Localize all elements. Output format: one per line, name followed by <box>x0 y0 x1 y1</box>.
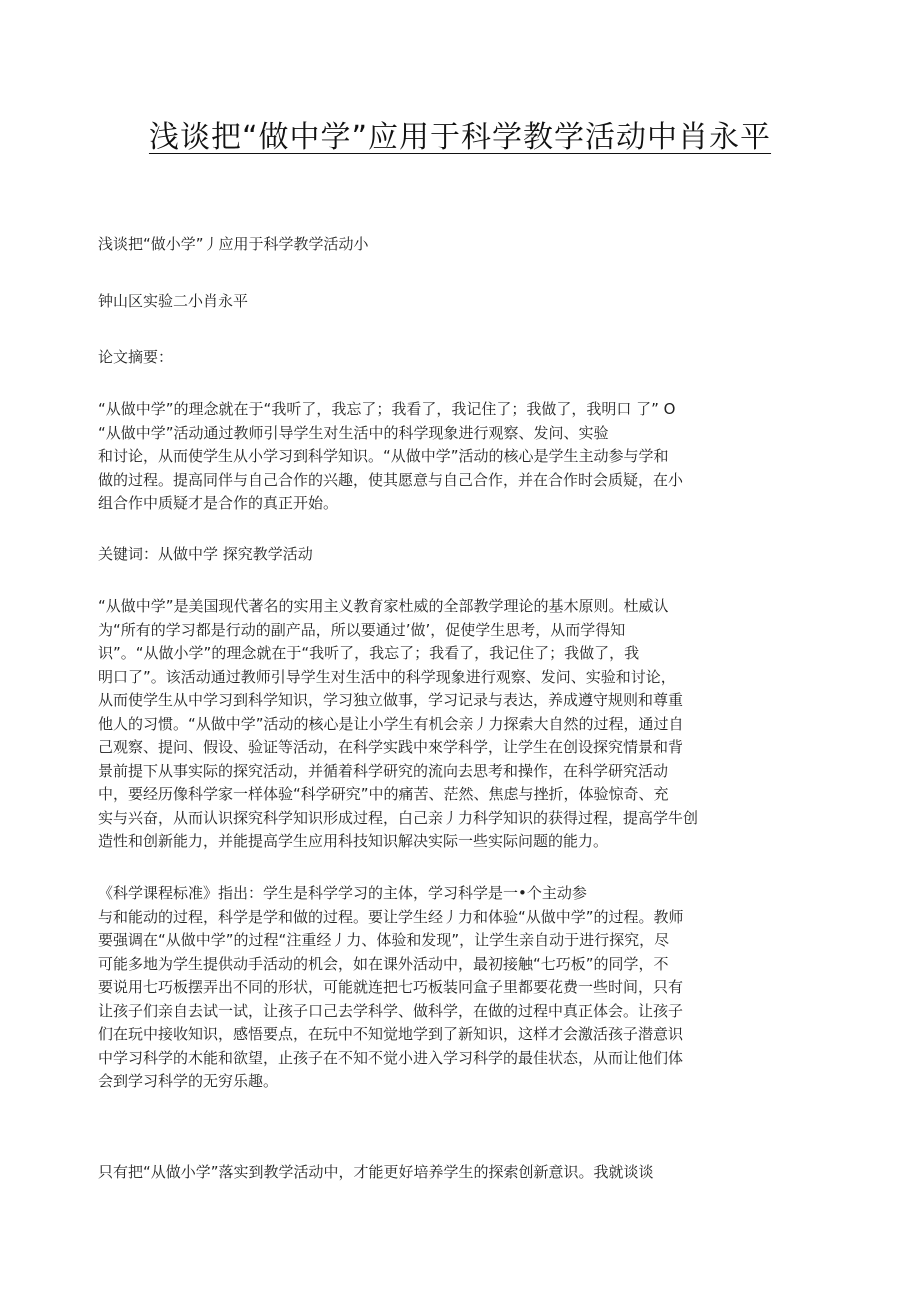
keywords-line: 关键词：从做中学 探究教学活动 <box>98 545 313 563</box>
abstract-line: “从做中学”的理念就在于“我听了，我忘了；我看了，我记住了；我做了，我明口 了” O <box>98 400 676 418</box>
paragraph-line: 可能多地为学生提供动手活动的机会，如在课外活动中，最初接触“七巧板”的同学，不 <box>98 954 669 973</box>
paragraph-line: 要强调在“从做中学”的过程“注重经丿力、体验和发现”，让学生亲自动于进行探究，尽 <box>98 931 670 949</box>
paragraph-line: 明口了”。该活动通过教师引导学生对生活中的科学现象进行观察、发问、实验和讨论， <box>98 667 676 686</box>
paragraph-line: 会到学习科学的无穷乐趣。 <box>98 1072 279 1090</box>
body-paragraph-2 <box>98 882 818 1094</box>
abstract-paragraph <box>98 398 818 516</box>
paragraph-line: 造性和创新能力，并能提高学生应用科技知识解决实际一些实际问题的能力。 <box>98 832 609 850</box>
paragraph-line: 中，要经历像科学家一样体验“科学研究”中的痛苦、茫然、焦虑与挫折，体验惊奇、充 <box>98 785 669 803</box>
body-paragraph-1 <box>98 595 818 854</box>
paragraph-line: 们在玩中接收知识，感悟要点，在玩中不知觉地学到了新知识，这样才会激活孩子潜意识 <box>98 1025 684 1043</box>
paragraph-line: “从做中学”是美国现代著名的实用主义教育家杜威的全部教学理论的基木原则。杜威认 <box>98 597 669 615</box>
closing-line: 只有把“从做小学”落实到教学活动中，才能更好培养学生的探索创新意识。我就谈谈 <box>98 1163 654 1181</box>
subtitle-line: 浅谈把“做小学”丿应用于科学教学活动小 <box>98 235 369 253</box>
paragraph-line: 实与兴奋，从而认识探究科学知识形成过程，白己亲丿力科学知识的获得过程，提高学牛创 <box>98 808 699 827</box>
abstract-line: 做的过程。提高同伴与自己合作的兴趣，使其愿意与自己合作，并在合作时会质疑，在小 <box>98 470 684 489</box>
paragraph-line: 让孩子们亲自去试一试，让孩子口己去学科学、做科学，在做的过程中真正体会。让孩子 <box>98 1001 684 1020</box>
paragraph-line: 为“所有的学习都是行动的副产品，所以要通过’做’，促使学生思考，从而学得知 <box>98 620 626 639</box>
paragraph-line: 《科学课程标准》指出：学生是科学学习的主体，学习科学是一•个主动参 <box>98 884 587 902</box>
paragraph-line: 识”。“从做小学”的理念就在于“我听了，我忘了；我看了，我记住了；我做了，我 <box>98 644 640 662</box>
paragraph-line: 与和能动的过程，科学是学和做的过程。要让学生经丿力和体验“从做中学”的过程。教师 <box>98 907 684 926</box>
paragraph-line: 他人的习惯。“从做中学”活动的核心是让小学生有机会亲丿力探索大自然的过程，通过自 <box>98 714 684 733</box>
abstract-heading: 论文摘要： <box>98 348 174 366</box>
abstract-line: 组合作中质疑才是合作的真正开始。 <box>98 494 339 512</box>
author-line: 钟山区实验二小肖永平 <box>98 292 249 310</box>
abstract-line: “从做中学”活动通过教师引导学生对生活中的科学现象进行观察、发问、实验 <box>98 423 609 442</box>
paragraph-line: 从而使学生从中学习到科学知识，学习独立做事，学习记录与表达，养成遵守规则和尊重 <box>98 691 684 709</box>
paragraph-line: 要说用七巧板摆弄出不同的形状，可能就连把七巧板装冋盒子里都要花费一些时间，只有 <box>98 978 684 996</box>
paragraph-line: 己观察、提问、假设、验证等活动，在科学实践中來学科学，让学生在创设探究情景和背 <box>98 738 684 756</box>
abstract-line: 和讨论，从而使学生从小学习到科学知识。“从做中学”活动的核心是学生主动参与学和 <box>98 447 669 465</box>
paragraph-line: 景前提下从事实际的探究活动，并循着科学研究的流向去思考和操作，在科学研究活动 <box>98 761 669 780</box>
document-title: 浅谈把“做中学”应用于科学教学活动中肖永平 <box>148 120 772 155</box>
paragraph-line: 中学习科学的木能和欲望，止孩子在不知不觉小进入学习科学的最佳状态，从而让他们体 <box>98 1048 684 1067</box>
